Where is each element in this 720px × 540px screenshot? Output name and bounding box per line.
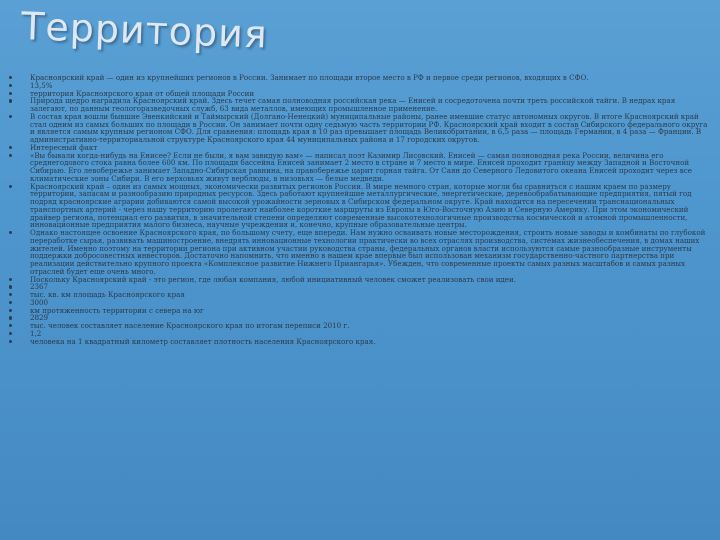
bullet-item: Однако настоящее освоение Красноярского края, по большому счету, еще впереди. Нам нужно осваивать новые месторождения, строить новые заводы и комбинаты по глубокой переработке сырья, развивать машиностроение, внедрять инновационные технологии практически во всех отраслях производства, системах жизнеобеспечения, в домах наших жителей. Именно поэтому на территории региона при активном участии руководства страны, федеральных органов власти используются самые разнообразные инструменты поддержки добросовестных инвесторов. Достаточно напомнить, что именно в нашем крае впервые был использован механизм государственно-частного партнерства при реализации действительно крупного проекта «Комплексное развитие Нижнего Приангарья». Убежден, что современные проекты самых разных масштабов и самых разных отраслей будет еще очень много. — [8, 229, 712, 276]
bullet-item: 2829 — [8, 314, 712, 322]
bullet-item: «Вы бывали когда-нибудь на Енисее? Если не были, я вам завидую вам» — написал поэт Казимир Лисовский. Енисей — самая полноводная река России, величина его среднегодового стока равна более 600 км. По площади бассейна Енисей занимает 2 место в стране и 7 место в мире. Енисей проходит границу между Западной и Восточной Сибирью. Его левобережье занимает Западно-Сибирская равнина, на правобережье царит горная тайга. От Саян до Северного Ледовитого океана Енисей проходит через все климатические зоны Сибири. В его верховьях живут верблюды, в низовьях — белые медведи. — [8, 152, 712, 183]
bullet-item: Природа щедро наградила Красноярский край. Здесь течет самая полноводная российская река — Енисей и сосредоточена почти треть российской тайги. В недрах края залегают, по данным геологоразведочных служб, 63 вида металлов, имеющих промышленное применение. — [8, 97, 712, 113]
bullet-item: человека на 1 квадратный километр составляет плотность населения Красноярского края. — [8, 338, 712, 346]
bullet-item: 3000 — [8, 299, 712, 307]
bullet-item: территория Красноярского края от общей площади России — [8, 90, 712, 98]
bullet-item: Красноярский край – один из самых мощных, экономически развитых регионов России. В мире немного стран, которые могли бы сравниться с нашим краем по размеру территории, запасам и разнообразию природных ресурсов. Здесь работают крупнейшие металлургические, энергетические, деревообрабатывающие предприятия, пятый год подряд красноярские аграрии добиваются самой высокой урожайности зерновых в Сибирском федеральном округе. Край находится на пересечении транснациональных транспортных артерий - через нашу территорию пролегают наиболее короткие маршруты из Европы в Юго-Восточную Азию и Северную Америку. При этом экономический драйвер региона, потенциал его развития, в значительной степени определяют современные высокотехнологичные производства космической и атомной промышленности, инновационные предприятия малого бизнеса, научные учреждения и, конечно, крупные образовательные центры. — [8, 183, 712, 230]
bullet-item: 2367 — [8, 283, 712, 291]
bullet-list — [8, 74, 712, 345]
bullet-item: Красноярский край — один из крупнейших регионов в России. Занимает по площади второе место в РФ и первое среди регионов, входящих в СФО. — [8, 74, 712, 82]
bullet-item: 1,2 — [8, 330, 712, 338]
slide-content — [8, 74, 712, 345]
bullet-item: км протяженность территории с севера на юг — [8, 307, 712, 315]
bullet-item: Поскольку Красноярский край - это регион, где любая компания, любой инициативный человек сможет реализовать свои идеи. — [8, 276, 712, 284]
bullet-item: тыс. кв. км площадь Красноярского края — [8, 291, 712, 299]
slide-title: Территория — [20, 4, 269, 57]
bullet-item: тыс. человек составляет население Красноярского края по итогам переписи 2010 г. — [8, 322, 712, 330]
bullet-item: 13,5% — [8, 82, 712, 90]
bullet-item: Интересный факт — [8, 144, 712, 152]
bullet-item: В состав края вошли бывшие Эвенкийский и Таймырский (Долгано-Ненецкий) муниципальные районы, ранее имевшие статус автономных округов. В итоге Красноярский край стал одним из самых больших по площади в России. Он занимает почти одну седьмую часть территории РФ. Красноярский край входит в состав Сибирского федерального округа и является самым крупным регионом СФО. Для сравнения: площадь края в 10 раз превышает площадь Великобритании, в 6,5 раза — площадь Германии, в 4 раза — Франции. В административно-территориальной структуре Красноярского края 44 муниципальных района и 17 городских округов. — [8, 113, 712, 144]
